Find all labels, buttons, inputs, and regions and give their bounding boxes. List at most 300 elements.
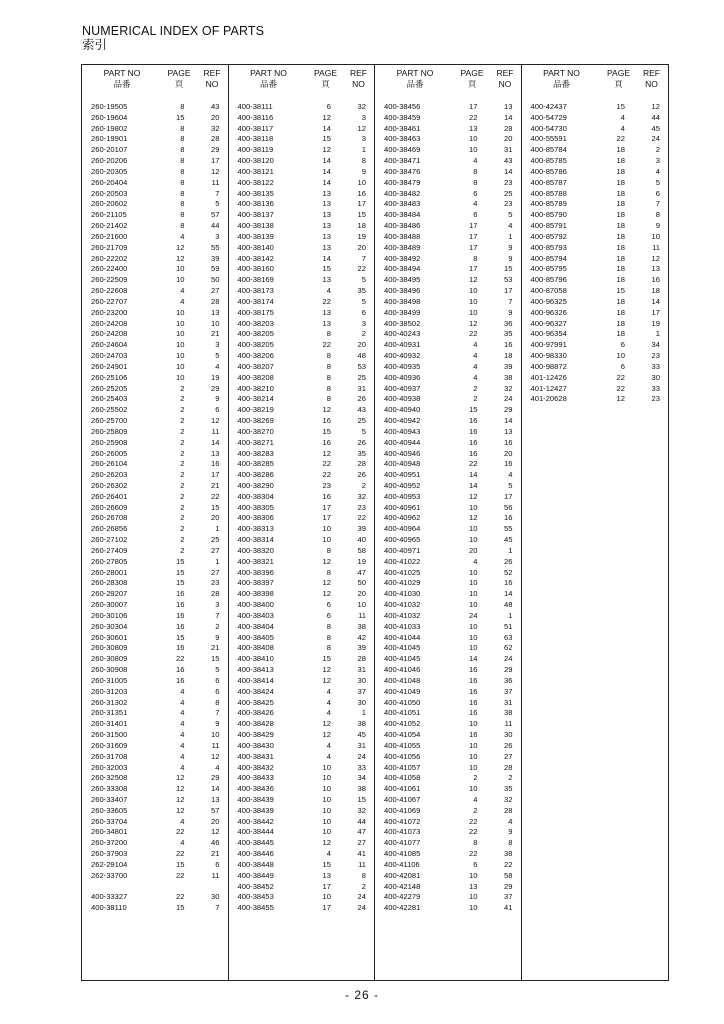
page-cell: 16 <box>469 665 478 675</box>
index-row <box>82 676 228 687</box>
part-number-cell: 260-21402 <box>91 221 128 231</box>
part-number-cell: 400-41048 <box>384 675 421 685</box>
index-row <box>82 589 228 600</box>
ref-no-cell: 22 <box>357 264 366 274</box>
part-number-cell: 400-40940 <box>384 405 421 415</box>
index-row <box>375 557 521 568</box>
index-row <box>229 221 375 232</box>
page-cell: 22 <box>469 329 478 339</box>
ref-no-cell: 38 <box>357 719 366 729</box>
index-row <box>375 243 521 254</box>
page-cell: 15 <box>176 903 185 913</box>
index-row <box>229 611 375 622</box>
page-cell: 10 <box>469 600 478 610</box>
part-number-cell: 260-22707 <box>91 296 128 306</box>
index-row <box>375 513 521 524</box>
ref-no-cell: 55 <box>211 242 220 252</box>
page-cell: 18 <box>616 253 625 263</box>
page-cell: 18 <box>616 199 625 209</box>
index-row <box>229 903 375 914</box>
index-row <box>522 243 669 254</box>
index-row <box>229 806 375 817</box>
index-row <box>82 773 228 784</box>
page-cell: 22 <box>616 372 625 382</box>
page-cell: 10 <box>176 340 185 350</box>
part-number-cell: 400-38397 <box>237 578 274 588</box>
page-cell: 22 <box>176 827 185 837</box>
part-number-cell: 400-38444 <box>237 827 274 837</box>
index-row <box>229 351 375 362</box>
page-cell: 16 <box>469 697 478 707</box>
ref-no-cell: 7 <box>215 708 220 718</box>
page-cell: 4 <box>326 697 331 707</box>
page-cell: 13 <box>469 123 478 133</box>
column-rows <box>82 102 228 914</box>
ref-no-cell: 24 <box>651 134 660 144</box>
index-row <box>522 134 669 145</box>
ref-no-cell: 45 <box>504 535 513 545</box>
part-number-cell: 260-34801 <box>91 827 128 837</box>
page-cell: 12 <box>322 578 331 588</box>
index-row <box>229 600 375 611</box>
index-row <box>229 784 375 795</box>
index-row <box>229 892 375 903</box>
ref-no-cell: 6 <box>215 405 220 415</box>
ref-no-cell: 32 <box>504 383 513 393</box>
page-cell: 2 <box>180 426 185 436</box>
part-number-cell: 400-38471 <box>384 156 421 166</box>
page-cell: 10 <box>322 524 331 534</box>
ref-no-cell: 35 <box>504 329 513 339</box>
ref-no-cell: 28 <box>211 296 220 306</box>
page-cell: 18 <box>616 231 625 241</box>
page-cell: 22 <box>616 134 625 144</box>
page-cell: 16 <box>469 686 478 696</box>
ref-no-cell: 62 <box>504 643 513 653</box>
page-cell: 15 <box>176 859 185 869</box>
ref-no-cell: 30 <box>651 372 660 382</box>
index-row <box>82 503 228 514</box>
page-cell: 15 <box>322 859 331 869</box>
page-cell: 10 <box>469 296 478 306</box>
part-number-cell: 400-38206 <box>237 351 274 361</box>
part-number-cell: 260-30304 <box>91 621 128 631</box>
part-number-cell: 400-41055 <box>384 740 421 750</box>
part-number-cell: 260-24604 <box>91 340 128 350</box>
ref-no-cell: 37 <box>504 686 513 696</box>
index-row <box>229 546 375 557</box>
part-number-cell: 260-28001 <box>91 567 128 577</box>
page-cell: 8 <box>180 134 185 144</box>
part-number-cell: 400-41044 <box>384 632 421 642</box>
part-number-cell: 400-38116 <box>237 112 274 122</box>
index-row <box>82 416 228 427</box>
index-row <box>522 373 669 384</box>
page-cell: 10 <box>469 286 478 296</box>
ref-no-cell: 20 <box>211 513 220 523</box>
part-number-cell: 260-31609 <box>91 740 128 750</box>
page-cell: 2 <box>180 535 185 545</box>
ref-no-cell: 7 <box>508 296 513 306</box>
index-row <box>229 633 375 644</box>
ref-no-cell: 20 <box>504 448 513 458</box>
page-cell: 10 <box>469 870 478 880</box>
index-row <box>229 459 375 470</box>
part-number-cell: 400-38205 <box>237 329 274 339</box>
index-row <box>375 449 521 460</box>
index-row <box>375 319 521 330</box>
index-row <box>229 578 375 589</box>
part-number-cell: 260-23200 <box>91 307 128 317</box>
header-ref-jp: NO <box>205 79 219 89</box>
ref-no-cell: 3 <box>361 134 366 144</box>
ref-no-cell: 22 <box>504 859 513 869</box>
page-cell: 10 <box>469 632 478 642</box>
ref-no-cell: 24 <box>504 394 513 404</box>
ref-no-cell: 21 <box>211 329 220 339</box>
ref-no-cell: 3 <box>361 318 366 328</box>
ref-no-cell: 1 <box>655 329 660 339</box>
page-cell: 8 <box>180 145 185 155</box>
page-cell: 2 <box>180 491 185 501</box>
page-cell: 6 <box>326 102 331 111</box>
header-ref-jp: NO <box>498 79 512 89</box>
ref-no-cell: 11 <box>652 242 660 252</box>
page-cell: 16 <box>469 426 478 436</box>
part-number-cell: 400-41057 <box>384 762 421 772</box>
ref-no-cell: 9 <box>361 166 366 176</box>
index-row <box>82 254 228 265</box>
part-number-cell: 400-98872 <box>530 361 567 371</box>
page-cell: 12 <box>176 795 185 804</box>
page-cell: 6 <box>620 361 625 371</box>
index-row <box>375 903 521 914</box>
header-part-no: PART NO <box>396 68 434 78</box>
column-header <box>375 65 521 91</box>
part-number-cell: 400-85790 <box>530 210 567 220</box>
part-number-cell: 400-41069 <box>384 805 421 815</box>
ref-no-cell: 15 <box>211 654 220 664</box>
index-row <box>375 210 521 221</box>
page-cell: 6 <box>473 859 478 869</box>
ref-no-cell: 13 <box>211 448 220 458</box>
part-number-cell: 400-38404 <box>237 621 274 631</box>
ref-no-cell: 57 <box>211 210 220 220</box>
ref-no-cell: 7 <box>215 188 220 198</box>
ref-no-cell: 17 <box>504 286 513 296</box>
part-number-cell: 400-38495 <box>384 275 421 285</box>
page-cell: 20 <box>469 545 478 555</box>
ref-no-cell: 44 <box>357 816 366 826</box>
index-row <box>229 622 375 633</box>
index-row <box>229 405 375 416</box>
page-cell: 16 <box>176 643 185 653</box>
page-cell: 12 <box>176 253 185 263</box>
page-cell: 2 <box>473 773 478 783</box>
part-number-cell: 400-40951 <box>384 470 421 480</box>
part-number-cell: 400-87058 <box>530 286 567 296</box>
part-number-cell: 400-38410 <box>237 654 274 664</box>
page-cell: 15 <box>176 632 185 642</box>
page-cell: 10 <box>469 719 478 729</box>
page-cell: 8 <box>180 199 185 209</box>
page-cell: 6 <box>620 340 625 350</box>
part-number-cell: 260-28308 <box>91 578 128 588</box>
part-number-cell: 400-38400 <box>237 600 274 610</box>
index-row <box>229 113 375 124</box>
ref-no-cell: 3 <box>215 600 220 610</box>
part-number-cell: 260-26401 <box>91 491 128 501</box>
index-row <box>82 384 228 395</box>
page-cell: 10 <box>469 567 478 577</box>
page-cell: 8 <box>326 621 331 631</box>
ref-no-cell: 23 <box>651 351 660 361</box>
ref-no-cell: 23 <box>211 578 220 588</box>
ref-no-cell: 11 <box>211 870 220 880</box>
part-number-cell: 400-38445 <box>237 838 274 848</box>
ref-no-cell: 6 <box>215 675 220 685</box>
part-number-cell: 401-12426 <box>530 372 567 382</box>
part-number-cell: 400-38483 <box>384 199 421 209</box>
part-number-cell: 400-38498 <box>384 296 421 306</box>
page-cell: 4 <box>473 795 478 804</box>
index-row <box>229 156 375 167</box>
ref-no-cell: 50 <box>357 578 366 588</box>
ref-no-cell: 14 <box>504 112 513 122</box>
ref-no-cell: 5 <box>215 351 220 361</box>
page-cell: 2 <box>180 383 185 393</box>
index-row <box>229 882 375 893</box>
page-cell: 22 <box>322 340 331 350</box>
index-row <box>82 524 228 535</box>
index-row <box>229 427 375 438</box>
part-number-cell: 400-38314 <box>237 535 274 545</box>
part-number-cell: 400-38492 <box>384 253 421 263</box>
part-number-cell: 400-40964 <box>384 524 421 534</box>
header-page: PAGE <box>607 68 630 78</box>
index-row <box>375 102 521 113</box>
index-row <box>375 459 521 470</box>
index-row <box>82 275 228 286</box>
part-number-cell: 400-85791 <box>530 221 567 231</box>
ref-no-cell: 7 <box>361 253 366 263</box>
part-number-cell: 260-25908 <box>91 437 128 447</box>
page-cell: 4 <box>326 286 331 296</box>
index-row <box>229 817 375 828</box>
ref-no-cell: 38 <box>357 621 366 631</box>
ref-no-cell: 23 <box>651 394 660 404</box>
part-number-cell: 260-24208 <box>91 318 128 328</box>
index-row <box>522 264 669 275</box>
index-row <box>229 416 375 427</box>
part-number-cell: 400-85787 <box>530 177 567 187</box>
ref-no-cell: 9 <box>508 307 513 317</box>
index-row <box>82 730 228 741</box>
part-number-cell: 400-42148 <box>384 881 421 891</box>
index-row <box>375 362 521 373</box>
ref-no-cell: 11 <box>358 610 366 620</box>
page-cell: 4 <box>180 686 185 696</box>
part-number-cell: 400-38461 <box>384 123 421 133</box>
index-row <box>375 622 521 633</box>
part-number-cell: 260-22202 <box>91 253 128 263</box>
ref-no-cell: 45 <box>357 730 366 740</box>
ref-no-cell: 12 <box>211 751 220 761</box>
index-row <box>375 308 521 319</box>
page-cell: 4 <box>180 762 185 772</box>
index-row <box>229 687 375 698</box>
ref-no-cell: 38 <box>504 372 513 382</box>
page-cell: 12 <box>322 556 331 566</box>
page-cell: 4 <box>180 286 185 296</box>
part-number-cell: 400-41051 <box>384 708 421 718</box>
part-number-cell: 400-54729 <box>530 112 567 122</box>
header-part-no-jp: 品番 <box>552 79 570 89</box>
page-cell: 18 <box>616 177 625 187</box>
page-cell: 12 <box>469 318 478 328</box>
page-cell: 12 <box>176 805 185 815</box>
index-row <box>375 286 521 297</box>
page-cell: 4 <box>620 112 625 122</box>
page-cell: 12 <box>322 145 331 155</box>
ref-no-cell: 4 <box>215 762 220 772</box>
part-number-cell: 400-38208 <box>237 372 274 382</box>
ref-no-cell: 36 <box>504 675 513 685</box>
page-cell: 14 <box>469 654 478 664</box>
part-number-cell: 400-38210 <box>237 383 274 393</box>
ref-no-cell: 13 <box>211 307 220 317</box>
index-row <box>522 210 669 221</box>
index-row <box>375 817 521 828</box>
index-row <box>229 860 375 871</box>
page-cell: 4 <box>180 231 185 241</box>
part-number-cell: 400-85788 <box>530 188 567 198</box>
index-row <box>82 319 228 330</box>
part-number-cell: 400-40946 <box>384 448 421 458</box>
part-number-cell: 400-40931 <box>384 340 421 350</box>
part-number-cell: 400-38205 <box>237 340 274 350</box>
page-cell: 14 <box>322 253 331 263</box>
page-cell: 18 <box>616 275 625 285</box>
part-number-cell: 260-25403 <box>91 394 128 404</box>
index-row <box>375 113 521 124</box>
page-cell: 15 <box>176 556 185 566</box>
index-row <box>82 438 228 449</box>
page-cell: 13 <box>322 242 331 252</box>
ref-no-cell: 15 <box>357 795 366 804</box>
ref-no-cell: 4 <box>508 221 513 231</box>
index-row <box>522 254 669 265</box>
ref-no-cell: 11 <box>504 719 513 729</box>
page-cell: 8 <box>180 156 185 166</box>
ref-no-cell: 31 <box>504 145 513 155</box>
ref-no-cell: 58 <box>357 545 366 555</box>
part-number-cell: 400-38429 <box>237 730 274 740</box>
page-cell: 12 <box>469 513 478 523</box>
index-row <box>375 297 521 308</box>
page-cell: 15 <box>322 654 331 664</box>
page-cell: 10 <box>616 351 625 361</box>
ref-no-cell: 18 <box>357 221 366 231</box>
index-row <box>229 319 375 330</box>
page-cell: 10 <box>469 535 478 545</box>
page-cell: 23 <box>322 480 331 490</box>
page-cell: 8 <box>326 383 331 393</box>
part-number-cell: 260-19802 <box>91 123 128 133</box>
index-row <box>82 264 228 275</box>
ref-no-cell: 13 <box>211 795 220 804</box>
part-number-cell: 400-40952 <box>384 480 421 490</box>
page-cell: 4 <box>180 838 185 848</box>
page-cell: 16 <box>176 610 185 620</box>
index-row <box>82 513 228 524</box>
ref-no-cell: 5 <box>508 480 513 490</box>
page-cell: 2 <box>473 383 478 393</box>
page-cell: 16 <box>469 437 478 447</box>
ref-no-cell: 24 <box>504 654 513 664</box>
ref-no-cell: 26 <box>357 394 366 404</box>
part-number-cell: 400-96326 <box>530 307 567 317</box>
part-number-cell: 260-27102 <box>91 535 128 545</box>
ref-no-cell: 59 <box>211 264 220 274</box>
page-cell: 8 <box>180 177 185 187</box>
part-number-cell: 260-19901 <box>91 134 128 144</box>
part-number-cell: 400-38496 <box>384 286 421 296</box>
part-number-cell: 400-41032 <box>384 600 421 610</box>
ref-no-cell: 8 <box>508 838 513 848</box>
part-number-cell: 400-38139 <box>237 231 274 241</box>
part-number-cell: 260-32508 <box>91 773 128 783</box>
part-number-cell: 400-38111 <box>237 102 273 111</box>
ref-no-cell: 63 <box>504 632 513 642</box>
page-cell: 8 <box>326 632 331 642</box>
ref-no-cell: 8 <box>215 697 220 707</box>
index-row <box>229 643 375 654</box>
part-number-cell: 400-40948 <box>384 459 421 469</box>
index-row <box>229 741 375 752</box>
ref-no-cell: 12 <box>651 102 660 111</box>
index-row <box>229 275 375 286</box>
part-number-cell: 400-38456 <box>384 102 421 111</box>
part-number-cell: 400-38430 <box>237 740 274 750</box>
index-row <box>375 763 521 774</box>
part-number-cell: 400-38494 <box>384 264 421 274</box>
part-number-cell: 400-38290 <box>237 480 274 490</box>
page-cell: 16 <box>176 600 185 610</box>
page-cell: 4 <box>180 296 185 306</box>
ref-no-cell: 21 <box>211 643 220 653</box>
ref-no-cell: 32 <box>357 805 366 815</box>
ref-no-cell: 38 <box>504 708 513 718</box>
ref-no-cell: 5 <box>508 210 513 220</box>
index-row <box>229 513 375 524</box>
index-row <box>229 394 375 405</box>
page-cell: 15 <box>176 578 185 588</box>
ref-no-cell: 25 <box>504 188 513 198</box>
page-cell: 16 <box>176 589 185 599</box>
ref-no-cell: 9 <box>655 221 660 231</box>
part-number-cell: 400-38271 <box>237 437 274 447</box>
part-number-cell: 400-38469 <box>384 145 421 155</box>
index-row <box>375 405 521 416</box>
page-cell: 10 <box>469 621 478 631</box>
part-number-cell: 400-96354 <box>530 329 567 339</box>
index-row <box>375 178 521 189</box>
ref-no-cell: 17 <box>357 199 366 209</box>
page-cell: 4 <box>180 708 185 718</box>
index-row <box>82 882 228 893</box>
page-cell: 16 <box>176 675 185 685</box>
